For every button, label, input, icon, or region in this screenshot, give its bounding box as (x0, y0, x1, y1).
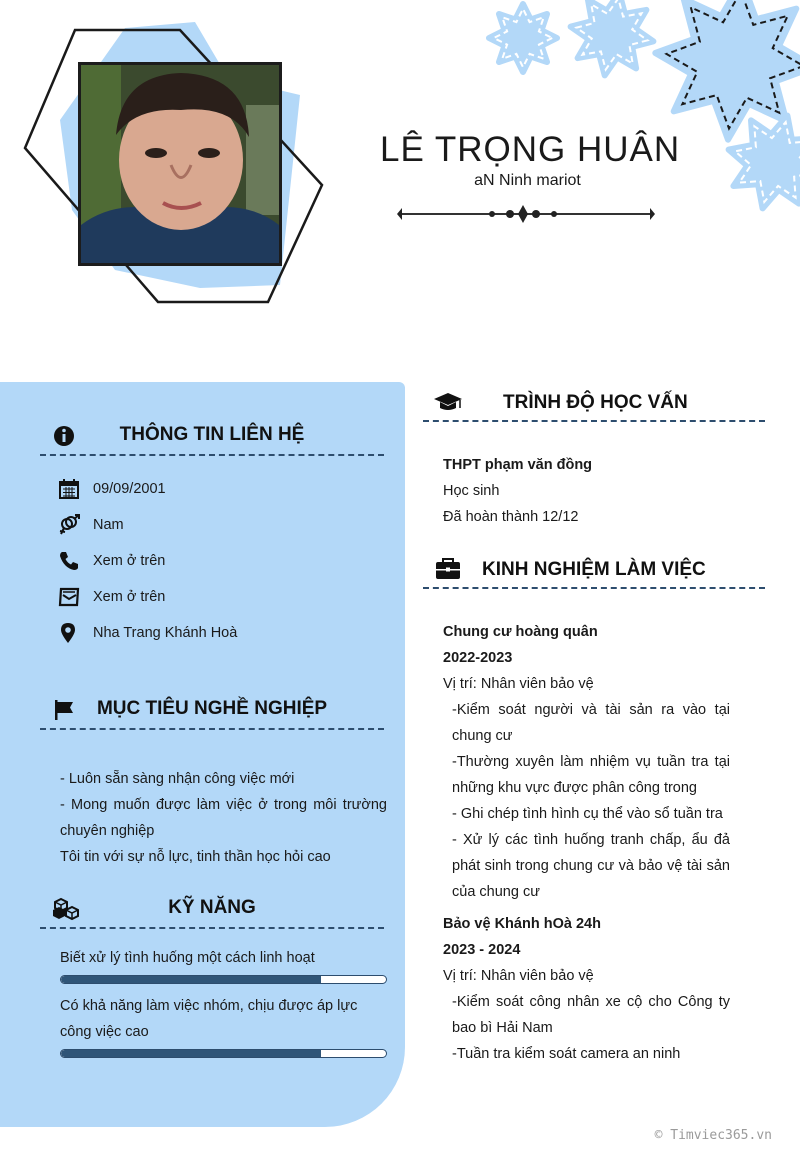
skill-label: Có khả năng làm việc nhóm, chịu được áp lực công việc cao (60, 998, 358, 1040)
graduation-cap-icon (433, 390, 463, 414)
job-duty: -Tuần tra kiểm soát camera an ninh (452, 1046, 681, 1062)
contact-phone (58, 548, 165, 574)
email-icon (58, 586, 80, 608)
address-value: Nha Trang Khánh Hoà (93, 625, 238, 641)
job-company: Chung cư hoàng quân (443, 624, 598, 640)
job-duty: -Kiểm soát người và tài sản ra vào tại chung cư (452, 702, 730, 744)
contact-address (58, 620, 237, 646)
profile-photo-frame (78, 62, 282, 266)
skills-section-header (40, 893, 384, 929)
job-entry (443, 911, 730, 1067)
contact-section-title: THÔNG TIN LIÊN HỆ (119, 424, 305, 445)
skill-bar-fill (61, 976, 321, 983)
job-period: 2022-2023 (443, 650, 513, 666)
full-name: LÊ TRỌNG HUÂN (380, 130, 681, 169)
flower-shape (729, 116, 800, 209)
skill-bar (60, 1049, 387, 1058)
school-name: THPT phạm văn đồng (443, 457, 593, 473)
job-duty: -Kiểm soát công nhân xe cộ cho Công ty bao bì Hải Nam (452, 994, 730, 1036)
flower-shape (571, 0, 654, 75)
birthdate-value: 09/09/2001 (93, 481, 166, 497)
education-details (443, 452, 730, 530)
job-duty: - Ghi chép tình hình cụ thể vào sổ tuần tra (452, 806, 723, 822)
education-status: Đã hoàn thành 12/12 (443, 509, 579, 525)
skill-bar-fill (61, 1050, 321, 1057)
phone-value: Xem ở trên (93, 553, 166, 569)
skills-section-title: KỸ NĂNG (168, 897, 256, 918)
job-position: Vị trí: Nhân viên bảo vệ (443, 676, 594, 692)
job-duty: - Xử lý các tình huống tranh chấp, ẩu đả phát sinh trong chung cư và bảo vệ tài sản của chung cư (452, 832, 730, 900)
location-pin-icon (58, 622, 80, 644)
contact-gender (58, 512, 124, 538)
gender-icon (58, 514, 80, 536)
experience-section-title: KINH NGHIỆM LÀM VIỆC (482, 559, 706, 580)
education-role: Học sinh (443, 483, 500, 499)
education-section-header (423, 384, 765, 422)
briefcase-icon (433, 557, 463, 581)
objective-line: - Luôn sẵn sàng nhận công việc mới (60, 771, 295, 787)
education-section-title: TRÌNH ĐỘ HỌC VẤN (503, 392, 688, 413)
email-value: Xem ở trên (93, 589, 166, 605)
name-block (380, 130, 681, 190)
profile-photo (81, 65, 279, 263)
objective-line: Tôi tin với sự nỗ lực, tinh thần học hỏi cao (60, 849, 331, 865)
calendar-icon (58, 478, 80, 500)
contact-birthdate (58, 476, 166, 502)
objective-line: - Mong muốn được làm việc ở trong môi trường chuyên nghiệp (60, 797, 387, 839)
ornamental-divider (395, 202, 657, 226)
job-subtitle: aN Ninh mariot (474, 172, 581, 189)
watermark: © Timviec365.vn (654, 1128, 772, 1143)
gender-value: Nam (93, 517, 124, 533)
skill-bar (60, 975, 387, 984)
contact-email (58, 584, 165, 610)
contact-section-header (40, 420, 384, 456)
phone-icon (58, 550, 80, 572)
flower-shape (489, 4, 557, 72)
objective-text (60, 766, 387, 870)
job-duty: -Thường xuyên làm nhiệm vụ tuần tra tại những khu vực được phân công trong (452, 754, 730, 796)
job-position: Vị trí: Nhân viên bảo vệ (443, 968, 594, 984)
flower-shape (655, 0, 800, 140)
objective-section-title: MỤC TIÊU NGHỀ NGHIỆP (96, 698, 328, 719)
experience-section-header (423, 551, 765, 589)
skill-label: Biết xử lý tình huống một cách linh hoạt (60, 950, 315, 966)
job-entry (443, 619, 730, 905)
job-company: Bảo vệ Khánh hOà 24h (443, 916, 601, 932)
job-period: 2023 - 2024 (443, 942, 521, 958)
objective-section-header (40, 694, 384, 730)
